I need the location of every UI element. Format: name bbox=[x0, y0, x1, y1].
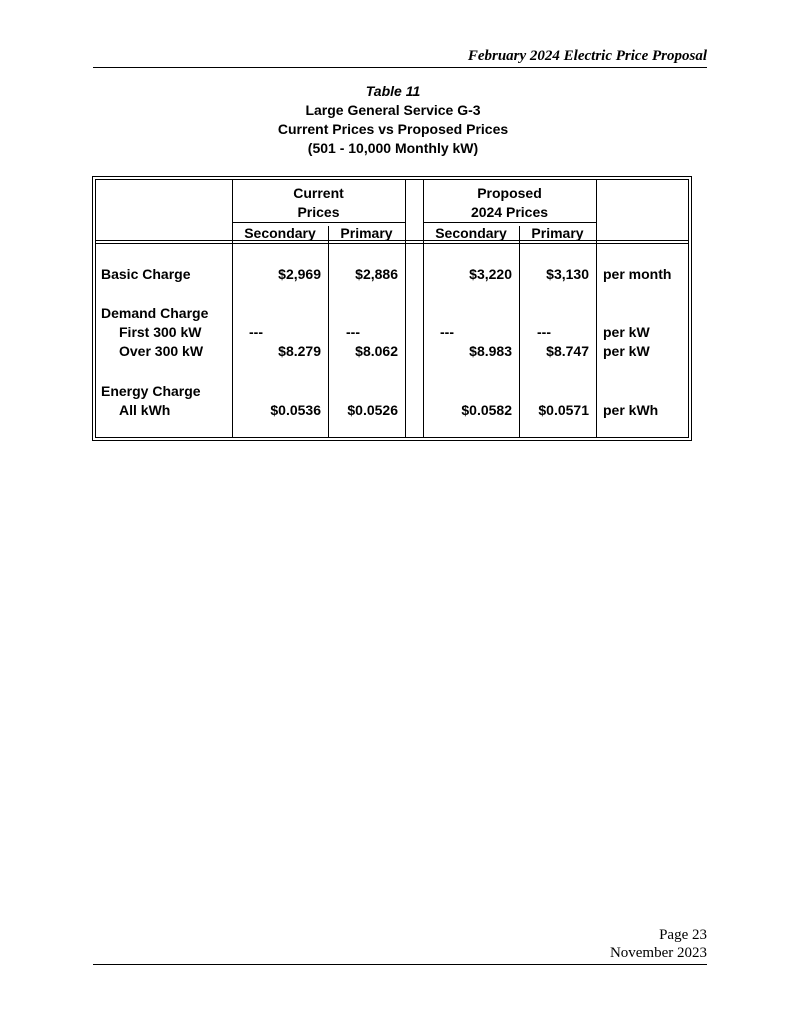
current-header-line1: Current bbox=[293, 185, 344, 201]
table-cell: $0.0582 bbox=[461, 402, 512, 418]
table-range: (501 - 10,000 Monthly kW) bbox=[307, 140, 479, 156]
proposed-header-line2: 2024 Prices bbox=[470, 204, 549, 220]
row-label: Basic Charge bbox=[101, 266, 191, 282]
table-cell: $8.747 bbox=[546, 343, 589, 359]
rate-table bbox=[92, 176, 692, 441]
table-cell: --- bbox=[440, 324, 454, 340]
unit-cell: per kW bbox=[603, 343, 650, 359]
table-cell: $0.0571 bbox=[538, 402, 589, 418]
current-header-line2: Prices bbox=[297, 204, 340, 220]
table-cell: $2,969 bbox=[278, 266, 321, 282]
row-label: Over 300 kW bbox=[119, 343, 204, 359]
footer-date: November 2023 bbox=[609, 945, 707, 961]
table-cell: $0.0536 bbox=[270, 402, 321, 418]
unit-cell: per kWh bbox=[603, 402, 659, 418]
table-number: Table 11 bbox=[365, 83, 421, 99]
table-cell: $0.0526 bbox=[347, 402, 398, 418]
proposed-header-line1: Proposed bbox=[477, 185, 542, 201]
table-cell: $2,886 bbox=[355, 266, 398, 282]
table-cell: $8.983 bbox=[469, 343, 512, 359]
column-header: Primary bbox=[340, 225, 393, 241]
unit-cell: per kW bbox=[603, 324, 650, 340]
header-bottom-rule bbox=[95, 243, 689, 244]
table-cell: $8.279 bbox=[278, 343, 321, 359]
footer-rule bbox=[93, 964, 707, 965]
table-cell: --- bbox=[249, 324, 263, 340]
column-header: Primary bbox=[531, 225, 584, 241]
row-label: Demand Charge bbox=[101, 305, 209, 321]
unit-cell: per month bbox=[603, 266, 672, 282]
header-rule bbox=[93, 67, 707, 68]
table-caption bbox=[93, 82, 693, 158]
table-cell: --- bbox=[346, 324, 360, 340]
table-cell: $3,130 bbox=[546, 266, 589, 282]
col-divider bbox=[596, 179, 597, 438]
table-title: Large General Service G-3 bbox=[305, 102, 481, 118]
page-number: Page 23 bbox=[659, 927, 707, 943]
row-label: Energy Charge bbox=[101, 383, 201, 399]
row-label: All kWh bbox=[119, 402, 171, 418]
group-underline-proposed bbox=[423, 222, 596, 223]
column-header: Secondary bbox=[435, 225, 507, 241]
document-header-title: February 2024 Electric Price Proposal bbox=[467, 48, 707, 64]
col-divider bbox=[405, 179, 406, 438]
table-subtitle: Current Prices vs Proposed Prices bbox=[277, 121, 509, 137]
table-cell: $3,220 bbox=[469, 266, 512, 282]
column-header: Secondary bbox=[244, 225, 316, 241]
group-underline-current bbox=[232, 222, 405, 223]
row-label: First 300 kW bbox=[119, 324, 202, 340]
table-cell: --- bbox=[537, 324, 551, 340]
table-cell: $8.062 bbox=[355, 343, 398, 359]
